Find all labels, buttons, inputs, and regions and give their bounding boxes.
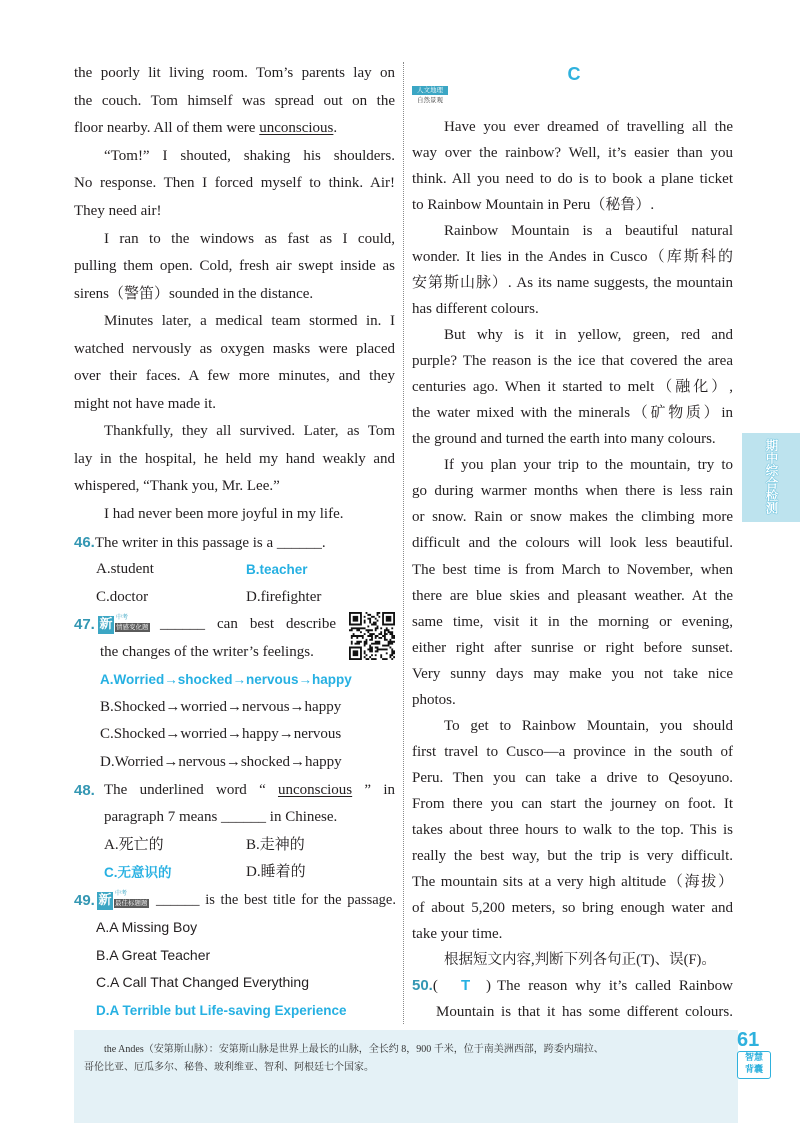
option-a[interactable]: A.A Missing Boy	[96, 919, 198, 936]
section-side-tab	[742, 433, 800, 522]
option-a[interactable]: A.student	[96, 561, 154, 578]
passage-line: Thankfully, they all survived. Later, as Tom	[104, 423, 395, 440]
category-top: 人文地理	[412, 86, 448, 95]
passage-line: has different colours.	[412, 301, 539, 318]
passage-line: over their faces. A few more minutes, and they	[74, 368, 395, 385]
side-tab-label: 期中综合检测	[764, 439, 779, 514]
qr-code	[349, 612, 395, 660]
question-50-head	[412, 973, 438, 999]
question-stem: The writer in this passage is a ______.	[94, 534, 326, 551]
text-segment: ” in	[352, 781, 395, 798]
option-d[interactable]: D.A Terrible but Life-saving Experience	[96, 1002, 347, 1018]
passage-line: purple? The reason is the ice that covered the area	[412, 353, 733, 370]
passage-line: To get to Rainbow Mountain, you should	[444, 717, 733, 734]
bracket-open: (	[432, 978, 438, 994]
question-47-stem-line1: ______ can best describe	[160, 616, 336, 633]
passage-line: “Tom!” I shouted, shaking his shoulders.	[104, 147, 395, 164]
option-b[interactable]: B.走神的	[246, 836, 305, 853]
question-46-stem	[74, 529, 326, 557]
passage-line: They need air!	[74, 202, 162, 219]
question-50-stem-line2: Mountain is that it has some different colours.	[436, 1004, 733, 1020]
text-segment: The underlined word “	[104, 781, 278, 798]
column-divider	[403, 62, 404, 1024]
option-c[interactable]: C.doctor	[96, 588, 149, 605]
passage-line: the water mixed with the minerals（矿物质）in	[412, 405, 733, 422]
passage-line: photos.	[412, 691, 456, 708]
option-b[interactable]: B.Shocked→worried→nervous→happy	[100, 698, 342, 715]
passage-line: same time, visit it in the morning or evening,	[412, 613, 733, 630]
passage-line: think. All you need to do is to book a plane ticket	[412, 171, 733, 188]
passage-line: whispered, “Thank you, Mr. Lee.”	[74, 478, 280, 495]
page-number: 61	[737, 1029, 760, 1051]
passage-line: way over the rainbow? Well, it’s easier than you	[412, 145, 733, 162]
badge-label: 最佳标题题	[115, 899, 148, 907]
passage-line: really the best way, but the trip is very difficult.	[412, 847, 733, 864]
question-48-number	[74, 777, 95, 805]
option-c[interactable]: C.Shocked→worried→happy→nervous	[100, 726, 342, 743]
text-segment: floor nearby. All of them were	[74, 120, 260, 137]
question-number: 47.	[74, 616, 95, 634]
passage-line: Rainbow Mountain is a beautiful natural	[444, 223, 733, 240]
question-48-stem-line2: paragraph 7 means ______ in Chinese.	[104, 809, 338, 826]
option-d[interactable]: D.睡着的	[246, 864, 306, 881]
passage-line: But why is it in yellow, green, red and	[444, 327, 733, 344]
question-type-badge	[98, 614, 152, 636]
passage-line: The best time is from March to November, when	[412, 561, 733, 578]
corner-badge	[737, 1051, 771, 1079]
tf-answer: T	[461, 977, 471, 994]
underlined-word: unconscious	[259, 120, 334, 137]
question-47-number	[74, 611, 95, 639]
option-c[interactable]: C.A Call That Changed Everything	[96, 974, 309, 991]
passage-line: might not have made it.	[74, 395, 217, 412]
passage-line: or snow. Rain or snow makes the climbing more	[412, 509, 733, 526]
tf-instruction: 根据短文内容,判断下列各句正(T)、误(F)。	[444, 952, 716, 968]
underlined-word: unconscious	[277, 781, 353, 798]
badge-sup: 中考	[115, 890, 128, 897]
question-number: 49.	[74, 891, 95, 909]
passage-line: pulling them open. Cold, fresh air swept inside as	[74, 258, 395, 275]
passage-line: I had never been more joyful in my life.	[104, 506, 344, 522]
option-d[interactable]: D.firefighter	[246, 588, 322, 605]
passage-line: From there you can start the journey on foot. It	[412, 795, 733, 812]
badge-sup: 中考	[116, 614, 129, 621]
passage-line: The mountain sits at a very high altitude（海拔）	[412, 873, 733, 890]
question-48-stem-line1	[104, 777, 395, 805]
corner-badge-line: 背囊	[744, 1065, 763, 1075]
category-bottom: 自然景观	[417, 96, 443, 104]
passage-line: sirens（警笛）sounded in the distance.	[74, 285, 314, 302]
passage-line: Very sunny days may make you not take nice	[412, 665, 733, 682]
badge-main: 新	[99, 617, 113, 632]
category-label	[412, 86, 448, 106]
question-49-number	[74, 887, 95, 915]
passage-line: the ground and turned the earth into many colours.	[412, 431, 716, 448]
question-type-badge	[97, 890, 151, 912]
question-number: 50.	[412, 977, 433, 994]
badge-label: 情感变化题	[116, 623, 149, 631]
text-segment: .	[333, 120, 338, 137]
passage-line: I ran to the windows as fast as I could,	[104, 230, 395, 247]
question-number: 48.	[74, 781, 95, 799]
question-50-stem-line1: The reason why it’s called Rainbow	[497, 978, 733, 994]
passage-heading: C	[567, 64, 581, 84]
qr-modules	[349, 612, 395, 660]
passage-line: 安第斯山脉）. As its name suggests, the mountain	[412, 275, 733, 292]
option-a[interactable]: A.Worried→shocked→nervous→happy	[100, 672, 352, 688]
footnote-line: 哥伦比亚、厄瓜多尔、秘鲁、玻利维亚、智利、阿根廷七个国家。	[84, 1062, 374, 1073]
option-a[interactable]: A.死亡的	[104, 836, 164, 853]
option-b[interactable]: B.teacher	[246, 562, 308, 578]
passage-line: difficult and the colours will look less beautiful.	[412, 535, 733, 552]
passage-line: take your time.	[412, 925, 503, 942]
passage-line: to Rainbow Mountain in Peru（秘鲁）.	[412, 197, 655, 214]
passage-line	[74, 115, 395, 143]
passage-line: wonder. It lies in the Andes in Cusco（库斯科的	[412, 249, 733, 266]
passage-line: the poorly lit living room. Tom’s parents lay on	[74, 65, 395, 82]
bracket-close: )	[486, 978, 491, 994]
passage-line: go during warmer months when there is less rain	[412, 483, 733, 500]
question-49-stem: ______ is the best title for the passage.	[156, 891, 396, 908]
passage-line: of about 5,200 meters, so bring enough water and	[412, 899, 733, 916]
option-c[interactable]: C.无意识的	[104, 865, 172, 881]
corner-badge-line: 智慧	[744, 1053, 763, 1063]
option-d[interactable]: D.Worried→nervous→shocked→happy	[100, 754, 342, 770]
passage-line: first travel to Cusco—a province in the south of	[412, 743, 733, 760]
option-b[interactable]: B.A Great Teacher	[96, 946, 211, 963]
question-47-stem-line2: the changes of the writer’s feelings.	[100, 643, 314, 660]
question-number: 46.	[74, 533, 95, 551]
badge-main: 新	[98, 893, 112, 908]
passage-line: watched nervously as oxygen masks were placed	[74, 340, 395, 357]
footnote-line: the Andes（安第斯山脉）：安第斯山脉是世界上最长的山脉，全长约 8，900 千米，位于南美洲西部，跨委内瑞拉、	[104, 1044, 604, 1055]
passage-line: Peru. Then you can take a drive to Qesoyuno.	[412, 769, 733, 786]
passage-line: takes about three hours to walk to the top. This is	[412, 821, 733, 838]
passage-line: either right after sunrise or right before sunset.	[412, 639, 733, 656]
passage-line: centuries ago. When it started to melt（融化）,	[412, 379, 733, 396]
passage-line: No response. Then I forced myself to think. Air!	[74, 175, 395, 192]
passage-line: If you plan your trip to the mountain, try to	[444, 457, 733, 474]
passage-line: Have you ever dreamed of travelling all the	[444, 119, 733, 135]
answer-slot[interactable]	[461, 973, 470, 999]
passage-line: Minutes later, a medical team stormed in. I	[104, 313, 395, 330]
passage-line: the couch. Tom himself was spread out on the	[74, 92, 395, 109]
passage-line: there are blue skies and pleasant weather. At the	[412, 587, 733, 604]
passage-line: lay in the hospital, he held my hand weakly and	[74, 450, 395, 467]
